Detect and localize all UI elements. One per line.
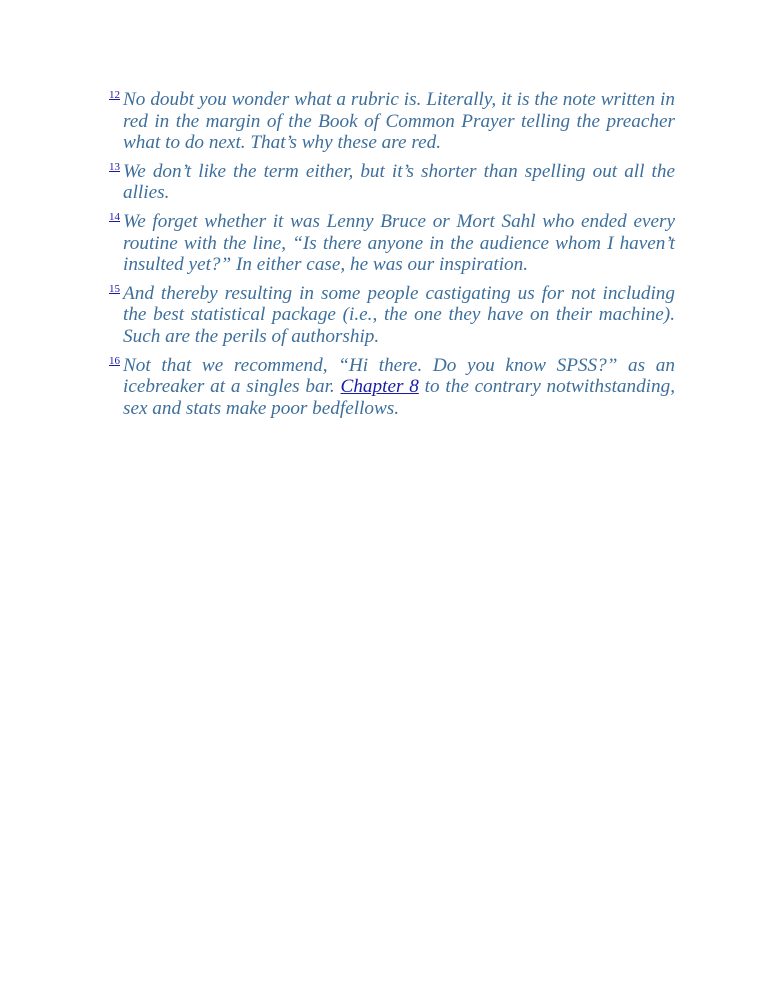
footnote-14 bbox=[109, 211, 675, 276]
footnote-16 bbox=[109, 355, 675, 420]
footnotes-section bbox=[109, 89, 675, 426]
footnote-text-15: And thereby resulting in some people castigating us for not including the best statistical package (i.e., the one they have on their machine). Such are the perils of authorship. bbox=[123, 282, 675, 347]
footnote-ref-12[interactable]: 12 bbox=[109, 89, 120, 101]
footnote-ref-14[interactable]: 14 bbox=[109, 210, 120, 223]
footnote-text-14: We forget whether it was Lenny Bruce or Mort Sahl who ended every routine with the line, “Is there anyone in the audience whom I haven’t insulted yet?” In either case, he was our inspiration. bbox=[123, 210, 675, 276]
footnote-text-12: No doubt you wonder what a rubric is. Literally, it is the note written in red in the margin of the Book of Common Prayer telling the preacher what to do next. That’s why these are red. bbox=[123, 89, 675, 154]
footnote-15 bbox=[109, 283, 675, 348]
footnote-12 bbox=[109, 89, 675, 154]
footnote-13 bbox=[109, 161, 675, 204]
chapter-8-link[interactable]: Chapter 8 bbox=[340, 376, 419, 398]
footnote-text-13: We don’t like the term either, but it’s shorter than spelling out all the allies. bbox=[123, 160, 675, 204]
footnote-text-16-after: to the contrary notwithstanding, sex and stats make poor bedfellows. bbox=[123, 376, 675, 419]
footnote-ref-15[interactable]: 15 bbox=[109, 282, 120, 295]
footnote-text-16-before: Not that we recommend, “Hi there. Do you know SPSS?” as an icebreaker at a singles bar. bbox=[123, 354, 675, 398]
footnote-ref-16[interactable]: 16 bbox=[109, 354, 120, 367]
footnote-ref-13[interactable]: 13 bbox=[109, 160, 120, 173]
